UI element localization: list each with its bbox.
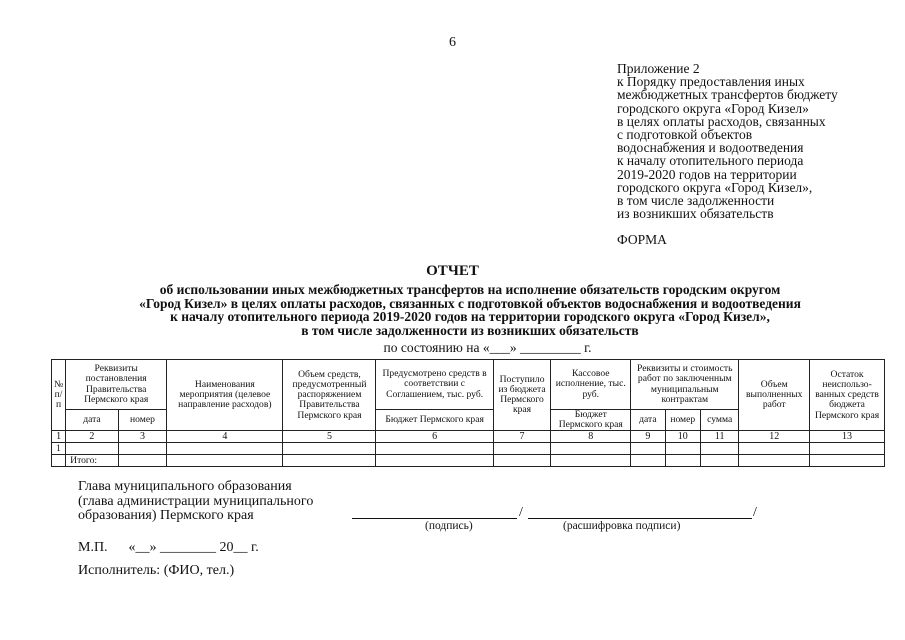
column-number: 8	[551, 431, 631, 443]
form-label: ФОРМА	[617, 232, 667, 247]
column-number: 5	[283, 431, 376, 443]
signature-caption: (подпись)	[425, 520, 473, 532]
decoding-separator: /	[753, 505, 757, 520]
signatory-line: Глава муниципального образования	[78, 479, 292, 494]
total-row	[52, 455, 885, 467]
subtitle-line: об использовании иных межбюджетных трансфертов на исполнение обязательств городским округом	[159, 282, 781, 297]
appendix-line: в том числе задолженности	[617, 193, 775, 209]
column-number-row	[52, 431, 885, 443]
column-number: 10	[665, 431, 700, 443]
total-label: Итого:	[66, 455, 119, 467]
appendix-line: городского округа «Город Кизел»	[617, 100, 809, 116]
signature-separator: /	[519, 505, 523, 520]
appendix-line: 2019-2020 годов на территории	[617, 166, 797, 182]
appendix-line: с подготовкой объектов	[617, 127, 753, 143]
header-requisites: Реквизиты постановления Правительства Пермского края	[66, 360, 167, 410]
header-volume: Объем средств, предусмотренный распоряжением Правительства Пермского края	[283, 360, 376, 431]
signatory-title	[78, 480, 313, 524]
appendix-line: к началу отопительного периода	[617, 153, 804, 169]
row-number: 1	[52, 443, 66, 455]
header-contract-sum: сумма	[700, 410, 738, 431]
column-number: 4	[167, 431, 283, 443]
signatory-line: (глава администрации муниципального	[78, 493, 314, 509]
decoding-line	[528, 518, 752, 519]
header-cash-budget: Бюджет Пермского края	[551, 410, 631, 431]
appendix-line: в целях оплаты расходов, связанных	[617, 113, 826, 129]
as-of-date: по состоянию на «___» _________ г.	[383, 340, 592, 355]
table-row	[52, 443, 885, 455]
column-number: 3	[118, 431, 167, 443]
signature-line	[352, 518, 517, 519]
header-req-number: номер	[118, 410, 167, 431]
header-agreement: Предусмотрено средств в соответствии с Соглашением, тыс. руб.	[376, 360, 493, 410]
header-no: № п/п	[52, 360, 66, 431]
appendix-header	[617, 62, 897, 220]
header-cash: Кассовое исполнение, тыс. руб.	[551, 360, 631, 410]
report-title: ОТЧЕТ	[426, 263, 479, 279]
column-number: 13	[810, 431, 885, 443]
header-works: Объем выполненных работ	[739, 360, 810, 431]
appendix-line: из возникших обязательств	[617, 206, 774, 222]
stamp-date-line: М.П. «__» ________ 20__ г.	[78, 540, 259, 555]
column-number: 12	[739, 431, 810, 443]
header-agreement-budget: Бюджет Пермского края	[376, 410, 493, 431]
column-number: 7	[493, 431, 551, 443]
report-table	[51, 359, 885, 467]
report-subtitle	[40, 283, 900, 337]
decoding-caption: (расшифровка подписи)	[563, 520, 681, 532]
column-number: 6	[376, 431, 493, 443]
column-number: 11	[700, 431, 738, 443]
column-number: 2	[66, 431, 119, 443]
appendix-line: к Порядку предоставления иных	[617, 74, 805, 90]
column-number: 1	[52, 431, 66, 443]
header-req-date: дата	[66, 410, 119, 431]
subtitle-line: к началу отопительного периода 2019-2020 годов на территории городского округа «Город Кизел»,	[170, 309, 770, 324]
header-received: Поступило из бюджета Пермского края	[493, 360, 551, 431]
appendix-line: городского округа «Город Кизел»,	[617, 179, 813, 195]
column-number: 9	[631, 431, 665, 443]
header-contract-date: дата	[631, 410, 665, 431]
page-number: 6	[449, 35, 456, 50]
header-remainder: Остаток неиспользо-ванных средств бюджета Пермского края	[810, 360, 885, 431]
header-contract-number: номер	[665, 410, 700, 431]
appendix-line: Приложение 2	[617, 61, 700, 76]
appendix-line: межбюджетных трансфертов бюджету	[617, 87, 838, 103]
header-contracts: Реквизиты и стоимость работ по заключенным муниципальным контрактам	[631, 360, 739, 410]
executor-line: Исполнитель: (ФИО, тел.)	[78, 563, 235, 578]
subtitle-line: «Город Кизел» в целях оплаты расходов, связанных с подготовкой объектов водоснабжения и водоотведения	[139, 295, 801, 311]
signatory-line: образования) Пермского края	[78, 508, 254, 523]
appendix-line: водоснабжения и водоотведения	[617, 140, 804, 156]
subtitle-line: в том числе задолженности из возникших обязательств	[301, 322, 639, 338]
header-event: Наименования мероприятия (целевое направление расходов)	[167, 360, 283, 431]
